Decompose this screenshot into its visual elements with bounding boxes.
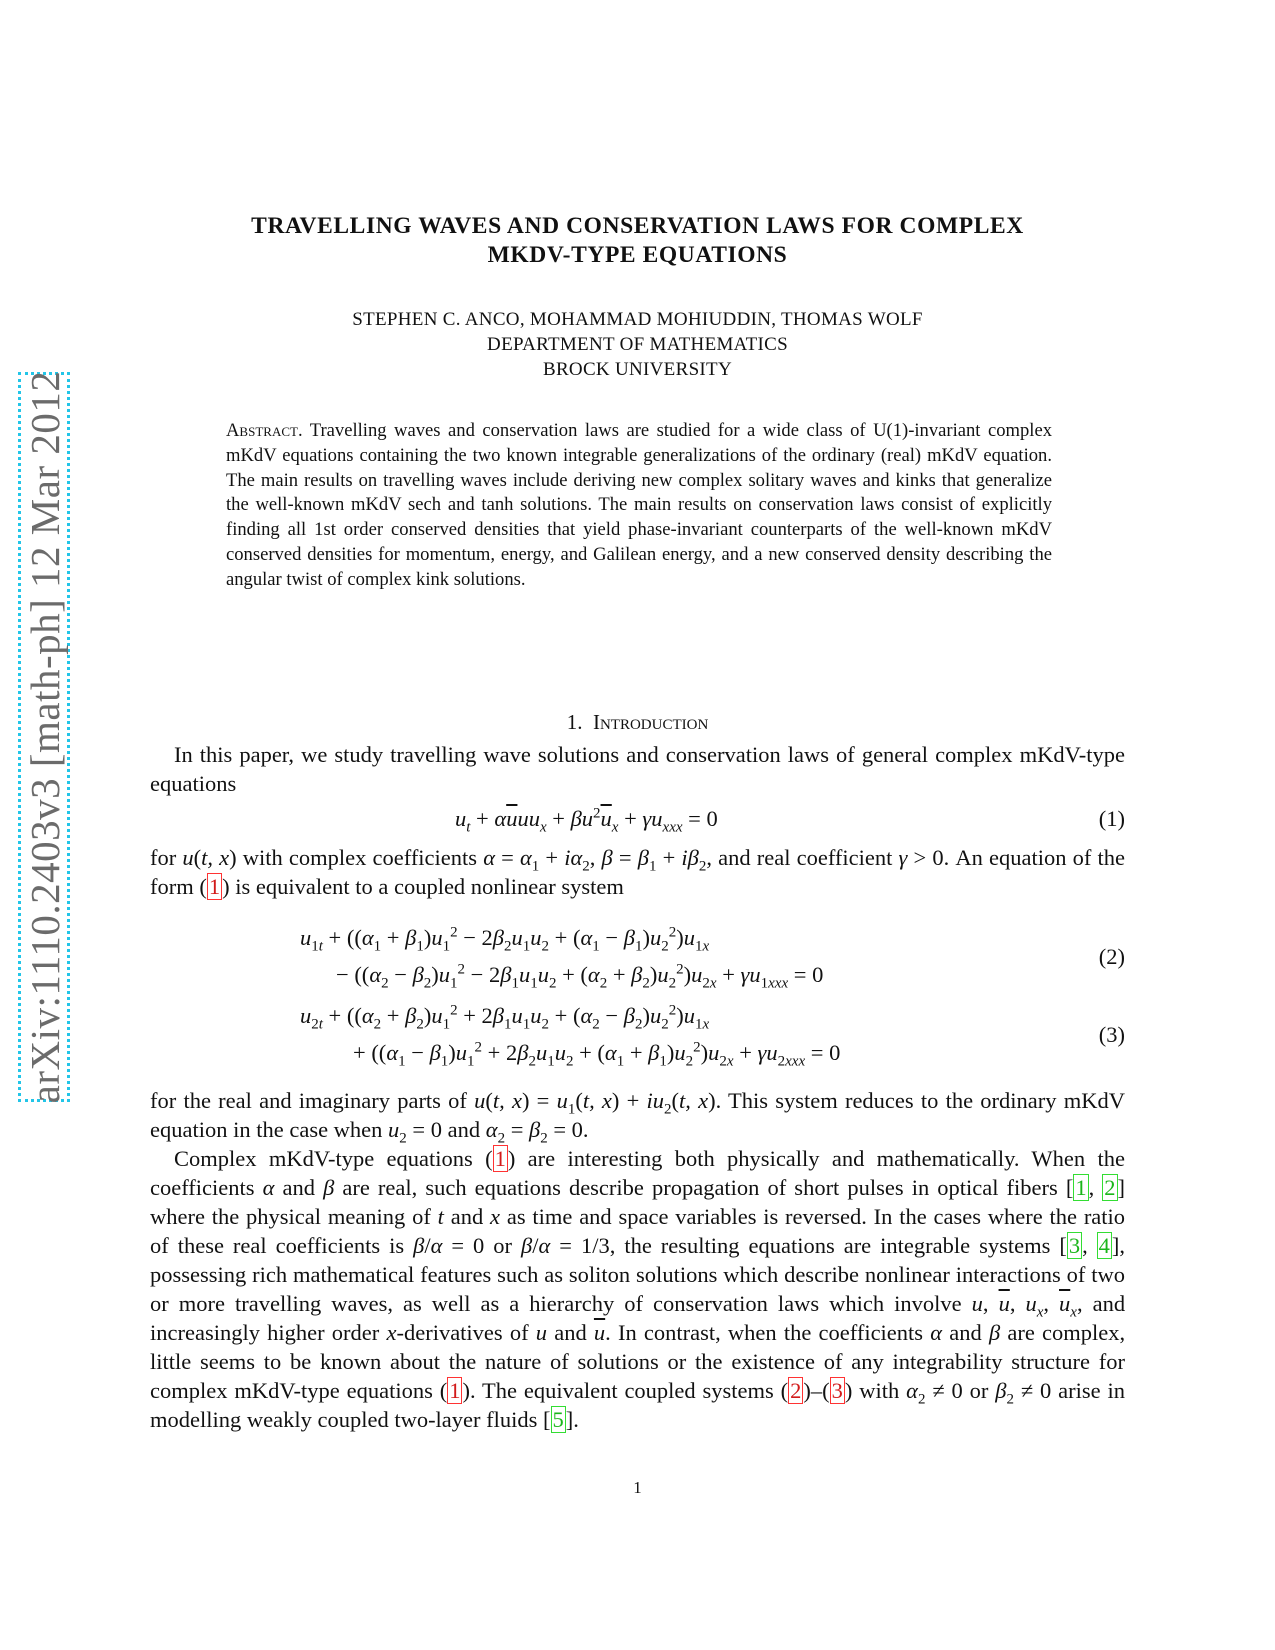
p4-i: the resulting equations are integrable systems — [624, 1233, 1051, 1258]
abstract — [226, 419, 1052, 593]
p4-h: or — [493, 1233, 513, 1258]
cite-3[interactable]: 3 — [1068, 1233, 1081, 1258]
section-title: Introduction — [592, 710, 709, 734]
p3-a: for the real and imaginary parts of — [150, 1088, 467, 1113]
p2-b: with complex coefficients — [242, 845, 478, 870]
ref-eq-1[interactable]: 1 — [208, 874, 221, 899]
p2-c: and real coefficient — [718, 845, 893, 870]
p4-m: and — [554, 1320, 587, 1345]
paper-title — [0, 212, 1275, 270]
equation-2-line-2: − $((\alpha_2 - \beta_2)u_1^2 - 2\beta_1u_1u_2 + (\alpha_2 + \beta_2)u_2^2)u_{2x} + \gamma u_{1xxx} = 0$ — [336, 961, 824, 992]
cite-5[interactable]: 5 — [552, 1407, 564, 1432]
abstract-label: Abstract. — [226, 420, 303, 441]
p4-f: and — [450, 1204, 484, 1229]
intro-paragraph-1 — [150, 740, 1125, 798]
author-block — [0, 307, 1275, 382]
p4-d: are real, such equations describe propagation of short pulses in optical fibers — [342, 1175, 1058, 1200]
p2-e: is equivalent to a coupled nonlinear system — [235, 874, 624, 899]
author-names: STEPHEN C. ANCO, MOHAMMAD MOHIUDDIN, THOMAS WOLF — [352, 309, 923, 330]
cite-1[interactable]: 1 — [1075, 1175, 1087, 1200]
equation-3-number: (3) — [1098, 1022, 1125, 1047]
p4-e: where the physical meaning of — [150, 1204, 431, 1229]
p3-b: This system reduces to the ordinary mKdV equation in the case when — [150, 1088, 1125, 1142]
author-department: DEPARTMENT OF MATHEMATICS — [487, 334, 788, 355]
cite-4[interactable]: 4 — [1098, 1233, 1110, 1258]
intro-p1-text: In this paper, we study travelling wave solutions and conservation laws of general complex mKdV-type equations — [150, 742, 1125, 796]
ref-eq-2[interactable]: 2 — [790, 1378, 802, 1403]
cite-2[interactable]: 2 — [1104, 1175, 1116, 1200]
p3-c: and — [447, 1117, 481, 1142]
p4-q: The equivalent coupled systems — [482, 1378, 774, 1403]
p4-t: arise in modelling weakly coupled two-layer fluids — [150, 1378, 1125, 1432]
p4-n: In contrast, when the coefficients — [617, 1320, 924, 1345]
p4-g: as time and space variables is reversed. In the cases where the ratio of these real coefficients is — [150, 1204, 1126, 1258]
equation-2-line-1: $u_{1t} + ((\alpha_1 + \beta_1)u_1^2 - 2\beta_2u_1u_2 + (\alpha_1 - \beta_1)u_2^2)u_{1x}$ — [300, 924, 710, 955]
ref-eq-3[interactable]: 3 — [831, 1378, 843, 1403]
equation-1-number: (1) — [1098, 806, 1125, 831]
section-number: 1. — [566, 710, 583, 734]
p4-k: and increasingly higher order — [150, 1291, 1126, 1345]
p4-l: -derivatives of — [396, 1320, 529, 1345]
author-university: BROCK UNIVERSITY — [542, 359, 732, 380]
p2-d: An equation of the form — [150, 845, 1125, 899]
intro-paragraph-4: Complex mKdV-type equations (1) are interesting both physically and mathematically. When the coefficients α and β are real, such equations describe propagation of short pulses in optical fibers [1, 2] where the physical meaning of t and x as time and space variables is reversed. In the cases where the ratio of these real coefficients is β/α = 0 or β/α = 1/3, the resulting equations are integrable systems [3, 4], possessing rich mathematical features such as soliton solutions which describe nonlinear interactions of two or more travelling waves, as well as a hierarchy of conservation laws which involve u, $\overline{u}$, $u_x$, $\overline{u}_x$, and increasingly higher order x-derivatives of u and $\overline{u}$. In contrast, when the coefficients α and β are complex, little seems to be known about the nature of solutions or the existence of any integrability structure for complex mKdV-type equations (1). The equivalent coupled systems (2)–(3) with $\alpha_2 \ne 0$ or $\beta_2 \ne 0$ arise in modelling weakly coupled two-layer fluids [5]. — [150, 1146, 1126, 1432]
ref-eq-1-c[interactable]: 1 — [449, 1378, 461, 1403]
arxiv-stamp: arXiv:1110.2403v3 [math-ph] 12 Mar 2012 — [22, 370, 68, 1104]
equation-1: $u_t + \alpha\overline{u}uu_x + \beta u^2\overline{u}_x + \gamma u_{xxx} = 0$ — [455, 805, 718, 836]
p4-p: are complex, little seems to be known about the nature of solutions or the existence of any integrability structure for complex mKdV-type equations — [150, 1320, 1126, 1403]
equation-3-line-1: $u_{2t} + ((\alpha_2 + \beta_2)u_1^2 + 2\beta_1u_1u_2 + (\alpha_2 - \beta_2)u_2^2)u_{1x}$ — [300, 1002, 710, 1033]
p4-a: Complex mKdV-type equations — [174, 1146, 473, 1171]
abstract-text: Travelling waves and conservation laws are studied for a wide class of U(1)-invariant complex mKdV equations containing the two known integrable generalizations of the ordinary (real) mKdV equation. The main results on travelling waves include deriving new complex solitary waves and kinks that generalize the well-known mKdV sech and tanh solutions. The main results on conservation laws consist of explicitly finding all 1st order conserved densities that yield phase-invariant counterparts of the well-known mKdV conserved densities for momentum, energy, and Galilean energy, and a new conserved density describing the angular twist of complex kink solutions. — [226, 420, 1052, 590]
intro-paragraph-2: for u(t, x) with complex coefficients $\alpha = \alpha_1 + i\alpha_2$, $\beta = \beta_1 + i\beta_2$, and real coefficient γ > 0. An equation of the form (1) is equivalent to a coupled nonlinear system — [150, 845, 1125, 899]
p4-j: possessing rich mathematical features such as soliton solutions which describe nonlinear interactions of two or more travelling waves, as well as a hierarchy of conservation laws which involve — [150, 1262, 1125, 1316]
p4-s: or — [969, 1378, 989, 1403]
p4-c: and — [282, 1175, 316, 1200]
equation-3-line-2: + $((\alpha_1 - \beta_1)u_1^2 + 2\beta_2u_1u_2 + (\alpha_1 + \beta_1)u_2^2)u_{2x} + \gamma u_{2xxx} = 0$ — [353, 1039, 841, 1070]
equation-2-number: (2) — [1098, 944, 1125, 969]
p4-o: and — [949, 1320, 982, 1345]
intro-paragraph-3: for the real and imaginary parts of u(t, $x) = u_1(t$, $x) + iu_2(t$, x). This system reduces to the ordinary mKdV equation in the case when $u_2 = 0$ and $\alpha_2 = \beta_2 = 0$. — [150, 1088, 1125, 1147]
section-heading — [0, 710, 1275, 735]
page-number: 1 — [633, 1478, 642, 1497]
p4-b: are interesting both physically and mathematically. When the coefficients — [150, 1146, 1125, 1200]
p2-a: for — [150, 845, 177, 870]
p4-r: with — [859, 1378, 900, 1403]
ref-eq-1-b[interactable]: 1 — [494, 1146, 506, 1171]
title-line-1: TRAVELLING WAVES AND CONSERVATION LAWS FOR COMPLEX — [251, 213, 1024, 239]
title-line-2: MKDV-TYPE EQUATIONS — [487, 242, 788, 268]
